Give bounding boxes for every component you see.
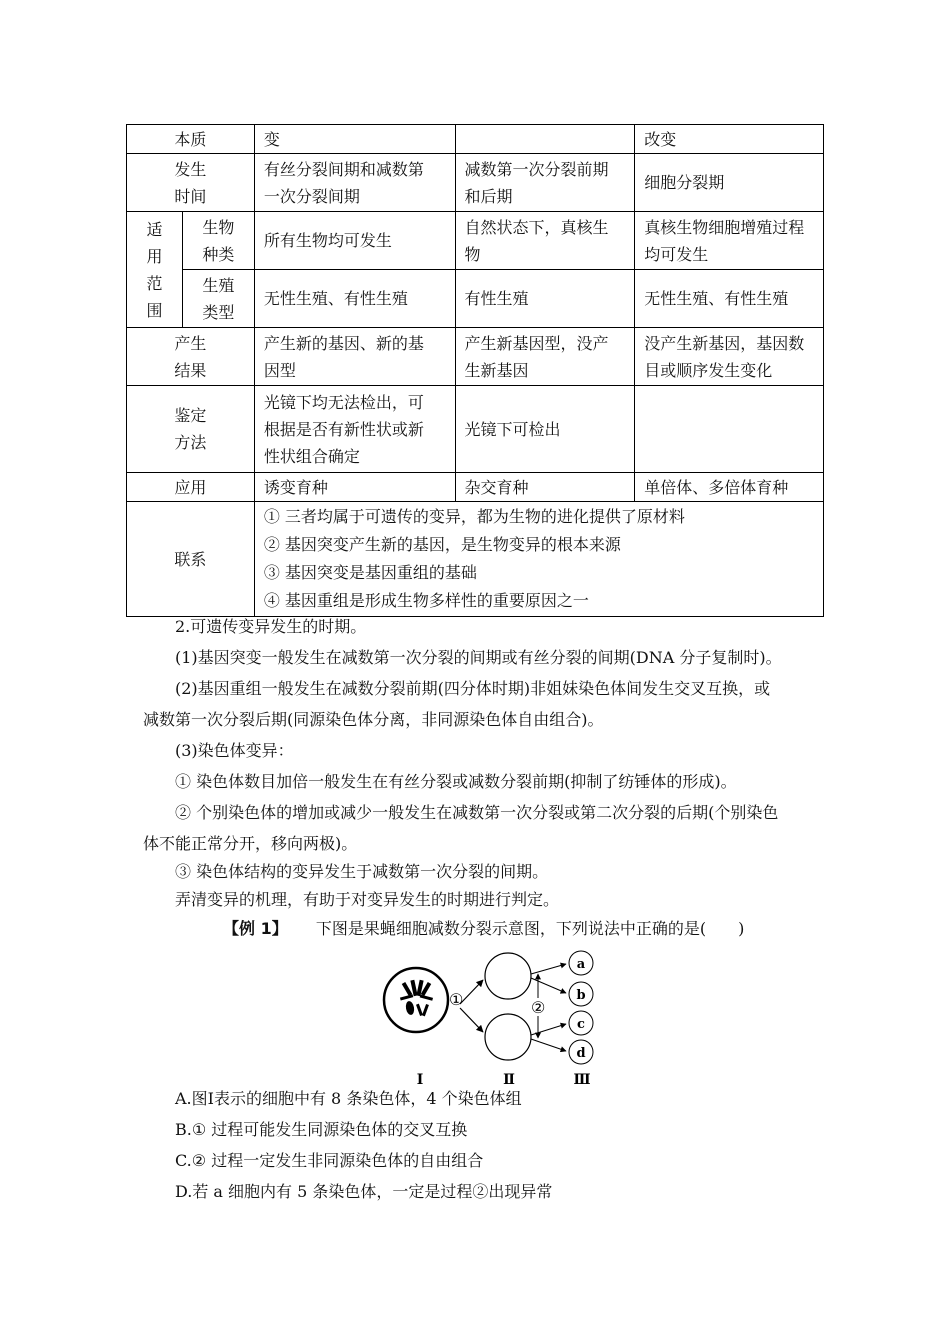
cell-chromosome-variation: 改变 bbox=[635, 125, 824, 154]
paragraph: ② 个别染色体的增加或减少一般发生在减数第一次分裂或第二次分裂的后期(个别染色 bbox=[175, 803, 779, 822]
cell-b bbox=[569, 982, 593, 1006]
cell-gene-mutation: 所有生物均可发生 bbox=[254, 212, 455, 270]
example-question: 下图是果蝇细胞减数分裂示意图，下列说法中正确的是( ) bbox=[315, 919, 745, 938]
paragraph: (1)基因突变一般发生在减数第一次分裂的间期或有丝分裂的间期(DNA 分子复制时)。 bbox=[175, 648, 782, 667]
list-item: ② 基因突变产生新的基因，是生物变异的根本来源 bbox=[263, 535, 621, 554]
cell-II-upper bbox=[485, 953, 531, 999]
cell-chromosome-variation bbox=[635, 386, 824, 473]
cell-gene-mutation: 无性生殖、有性生殖 bbox=[254, 270, 455, 328]
variation-comparison-table bbox=[126, 124, 824, 617]
cell-gene-recombination bbox=[455, 125, 635, 154]
cell-chromosome-variation: 无性生殖、有性生殖 bbox=[635, 270, 824, 328]
table-row-result bbox=[127, 328, 824, 386]
stage-label: Ⅱ bbox=[503, 1072, 515, 1088]
row-label: 发生 时间 bbox=[127, 154, 255, 212]
step-label: ① bbox=[449, 990, 464, 1009]
option-c: C.② 过程一定发生非同源染色体的自由组合 bbox=[175, 1151, 484, 1170]
cell-chromosome-variation: 单倍体、多倍体育种 bbox=[635, 473, 824, 502]
cell-d bbox=[569, 1040, 593, 1064]
paragraph: (2)基因重组一般发生在减数分裂前期(四分体时期)非姐妹染色体间发生交叉互换，或 bbox=[175, 679, 771, 698]
cell-I bbox=[384, 968, 448, 1032]
row-sublabel: 生物 种类 bbox=[182, 212, 254, 270]
svg-text:d: d bbox=[576, 1046, 586, 1061]
stage-label: Ⅲ bbox=[573, 1072, 591, 1088]
svg-text:c: c bbox=[577, 1017, 585, 1032]
cell-II-lower bbox=[485, 1014, 531, 1060]
list-item: ③ 基因突变是基因重组的基础 bbox=[263, 563, 477, 582]
cell-gene-mutation: 变 bbox=[254, 125, 455, 154]
svg-text:b: b bbox=[576, 988, 586, 1003]
cell-c bbox=[569, 1011, 593, 1035]
table-row-species bbox=[127, 212, 824, 270]
scope-label: 适 用 范 围 bbox=[127, 212, 183, 328]
option-b: B.① 过程可能发生同源染色体的交叉互换 bbox=[175, 1120, 468, 1139]
meiosis-diagram bbox=[378, 944, 608, 1089]
cell-gene-recombination: 光镜下可检出 bbox=[455, 386, 635, 473]
cell-gene-recombination: 有性生殖 bbox=[455, 270, 635, 328]
cell-gene-mutation: 光镜下均无法检出，可 根据是否有新性状或新 性状组合确定 bbox=[254, 386, 455, 473]
cell-gene-mutation: 诱变育种 bbox=[254, 473, 455, 502]
table-row-relation bbox=[127, 502, 824, 617]
list-item: ① 三者均属于可遗传的变异，都为生物的进化提供了原材料 bbox=[263, 507, 685, 526]
paragraph: 体不能正常分开，移向两极)。 bbox=[143, 834, 358, 853]
cell-gene-recombination: 自然状态下，真核生 物 bbox=[455, 212, 635, 270]
example-tag: 【例 1】 bbox=[223, 919, 288, 938]
row-sublabel: 生殖 类型 bbox=[182, 270, 254, 328]
cell-gene-recombination: 减数第一次分裂前期 和后期 bbox=[455, 154, 635, 212]
table-row-reproduction bbox=[127, 270, 824, 328]
cell-chromosome-variation: 没产生新基因，基因数 目或顺序发生变化 bbox=[635, 328, 824, 386]
paragraph: (3)染色体变异： bbox=[175, 741, 294, 760]
paragraph: 弄清变异的机理，有助于对变异发生的时期进行判定。 bbox=[175, 890, 560, 909]
table-row-time bbox=[127, 154, 824, 212]
cell-chromosome-variation: 细胞分裂期 bbox=[635, 154, 824, 212]
svg-text:a: a bbox=[576, 957, 586, 972]
table-row-identify bbox=[127, 386, 824, 473]
option-d: D.若 a 细胞内有 5 条染色体，一定是过程②出现异常 bbox=[175, 1182, 553, 1201]
row-label: 本质 bbox=[127, 125, 255, 154]
example-heading bbox=[223, 919, 744, 939]
row-label: 产生 结果 bbox=[127, 328, 255, 386]
table-row-apply bbox=[127, 473, 824, 502]
list-item: ④ 基因重组是形成生物多样性的重要原因之一 bbox=[263, 591, 589, 610]
cell-a bbox=[569, 951, 593, 975]
option-a: A.图Ⅰ表示的细胞中有 8 条染色体，4 个染色体组 bbox=[175, 1089, 522, 1108]
paragraph: ① 染色体数目加倍一般发生在有丝分裂或减数分裂前期(抑制了纺锤体的形成)。 bbox=[175, 772, 737, 791]
cell-chromosome-variation: 真核生物细胞增殖过程 均可发生 bbox=[635, 212, 824, 270]
cell-gene-recombination: 产生新基因型，没产 生新基因 bbox=[455, 328, 635, 386]
step-label: ② bbox=[531, 998, 546, 1017]
row-label: 鉴定 方法 bbox=[127, 386, 255, 473]
row-label: 应用 bbox=[127, 473, 255, 502]
cell-gene-recombination: 杂交育种 bbox=[455, 473, 635, 502]
paragraph: ③ 染色体结构的变异发生于减数第一次分裂的间期。 bbox=[175, 862, 549, 881]
cell-gene-mutation: 有丝分裂间期和减数第 一次分裂间期 bbox=[254, 154, 455, 212]
cell-gene-mutation: 产生新的基因、新的基 因型 bbox=[254, 328, 455, 386]
table-row-essence bbox=[127, 125, 824, 154]
paragraph: 2.可遗传变异发生的时期。 bbox=[175, 617, 367, 636]
paragraph: 减数第一次分裂后期(同源染色体分离，非同源染色体自由组合)。 bbox=[143, 710, 604, 729]
stage-label: Ⅰ bbox=[416, 1072, 424, 1088]
relation-list bbox=[254, 502, 823, 617]
chromosome-icons bbox=[400, 980, 433, 1017]
row-label: 联系 bbox=[127, 502, 255, 617]
